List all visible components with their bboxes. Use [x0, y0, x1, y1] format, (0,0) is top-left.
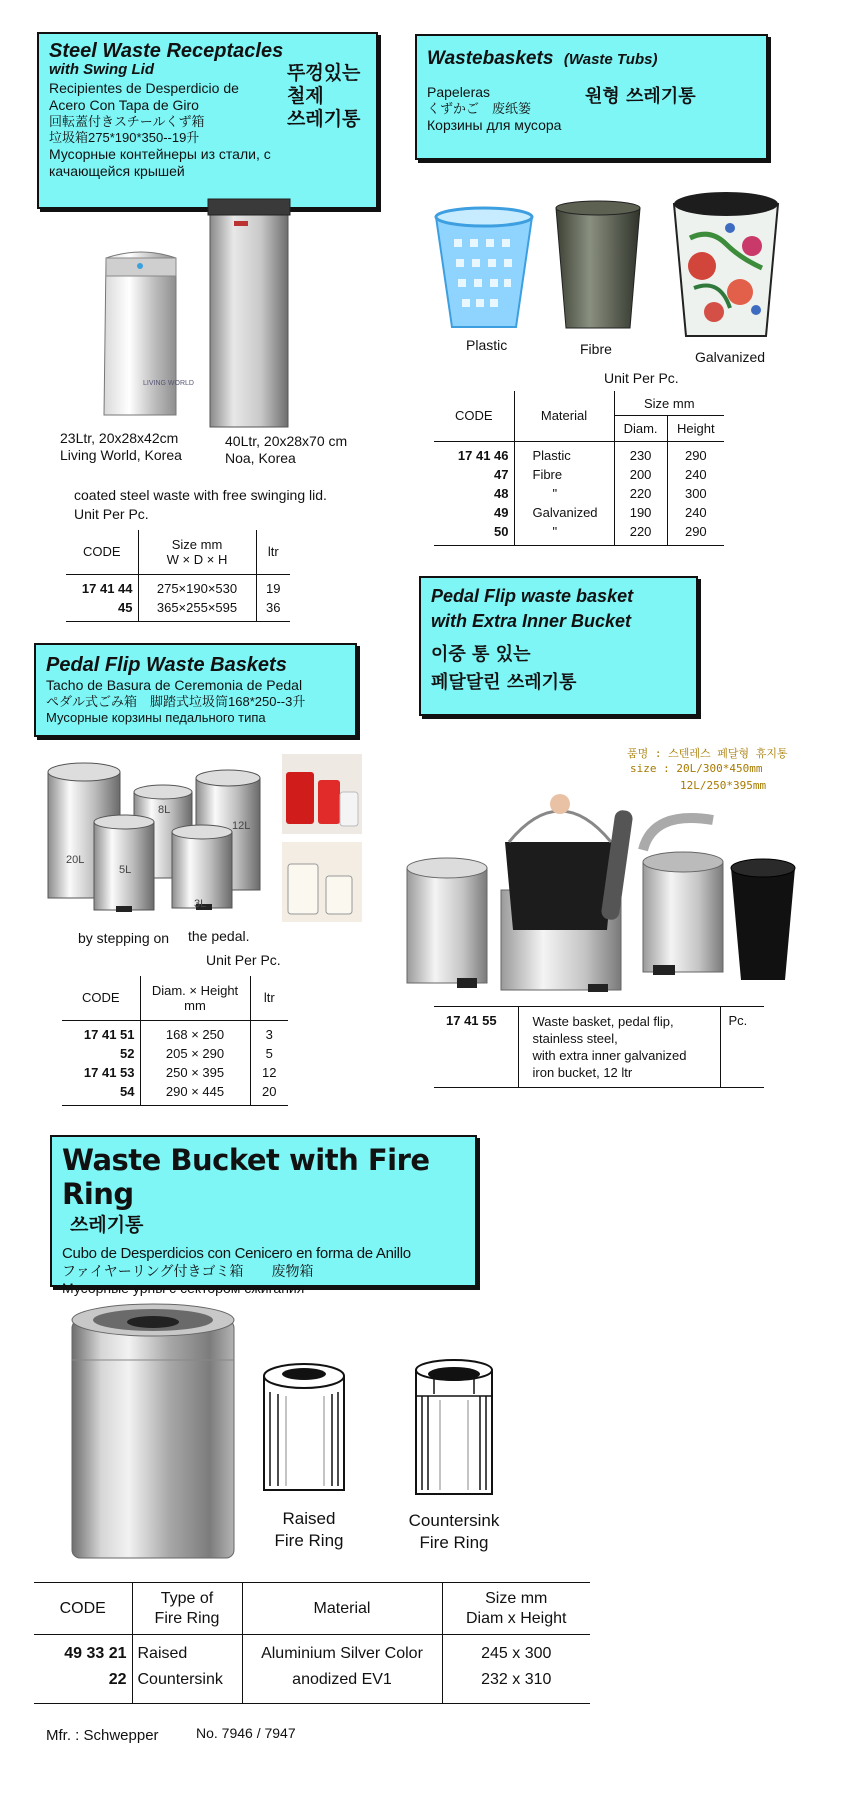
steel-ltr-1: 19 [256, 574, 290, 598]
pedal-code-3: 17 41 53 [83, 1064, 135, 1080]
waste-material-1: Plastic [514, 441, 614, 465]
pedal-code-1: 17 41 51 [83, 1026, 135, 1042]
waste-th-diam: Diam. [614, 416, 667, 441]
waste-diam-3: 220 [614, 484, 667, 503]
wastebaskets-unit: Unit Per Pc. [604, 370, 679, 386]
inner-spec-size-1: size : 20L/300*450mm [630, 762, 763, 775]
inner-korean-1: 이중 통 있는 [431, 644, 531, 665]
wastebaskets-korean: 원형 쓰레기통 [585, 86, 696, 107]
steel-chinese: 垃圾箱275*190*350--19升 [49, 130, 200, 145]
steel-img1-caption: 23Ltr, 20x28x42cm Living World, Korea [60, 430, 182, 463]
pedal-th-ltr: ltr [250, 976, 288, 1020]
steel-spec-table [66, 530, 290, 622]
waste-material-2: Fibre [514, 465, 614, 484]
fire-ring-header-box [50, 1135, 477, 1296]
steel-russian: Мусорные контейнеры из стали, с качающейся крышей [49, 146, 271, 179]
inner-spec-name: 품명 : 스텐레스 페달형 휴지통 [627, 747, 788, 760]
steel-title: Steel Waste Receptacles [49, 40, 284, 62]
waste-material-4: Galvanized [514, 503, 614, 522]
fire-ring-spec-table [34, 1582, 590, 1705]
inner-bucket-product-image [403, 790, 808, 998]
wastebaskets-spanish: Papeleras [427, 84, 491, 100]
fire-type-1: Raised [137, 1645, 188, 1662]
wastebaskets-title: Wastebaskets [427, 48, 554, 69]
galvanized-basket-image [670, 188, 782, 340]
pedal-ltr-3: 12 [250, 1063, 288, 1082]
bin-label-3l: 3L [194, 898, 207, 910]
countersink-caption: Countersink Fire Ring [408, 1511, 500, 1552]
waste-diam-2: 200 [614, 465, 667, 484]
fire-korean: 쓰레기통 [70, 1214, 144, 1236]
pedal-russian: Мусорные корзины педального типа [46, 710, 266, 725]
pedal-unit: Unit Per Pc. [206, 952, 281, 968]
bin-label-12l: 12L [232, 820, 251, 832]
pedal-th-size: Diam. × Height mm [140, 976, 250, 1020]
inner-korean-2: 페달달린 쓰레기통 [431, 672, 577, 693]
waste-code-2: 47 [494, 466, 509, 482]
fire-th-size: Size mm Diam x Height [442, 1583, 590, 1635]
model-number: No. 7946 / 7947 [196, 1725, 296, 1741]
fire-th-material: Material [242, 1583, 442, 1635]
inner-bucket-header-box [419, 576, 698, 716]
waste-diam-4: 190 [614, 503, 667, 522]
inner-unit: Pc. [720, 1007, 764, 1088]
fibre-caption: Fibre [580, 341, 612, 357]
pedal-code-2: 52 [120, 1045, 135, 1061]
raised-caption: Raised Fire Ring [274, 1509, 344, 1550]
fire-codes [34, 1635, 132, 1704]
steel-spanish: Recipientes de Desperdicio de Acero Con Tapa de Giro [49, 80, 239, 113]
wastebaskets-spec-table [434, 391, 724, 546]
fire-russian: Мусорные урны с сектором сжигания [62, 1280, 305, 1296]
pedal-size-1: 168 × 250 [140, 1020, 250, 1044]
pedal-th-code: CODE [81, 990, 120, 1006]
inner-title-1: Pedal Flip waste basket [431, 586, 634, 606]
plastic-caption: Plastic [466, 337, 508, 353]
fire-size-2: 232 x 310 [481, 1671, 552, 1688]
wastebaskets-subtitle: (Waste Tubs) [563, 51, 658, 68]
fire-types [132, 1635, 242, 1704]
waste-code-5: 50 [494, 523, 509, 539]
fire-title: Waste Bucket with Fire Ring [62, 1143, 430, 1211]
pedal-code-4: 54 [120, 1083, 135, 1099]
countersink-fire-ring-drawing [414, 1360, 494, 1498]
waste-code-4: 49 [494, 504, 509, 520]
fire-code-2: 22 [108, 1671, 127, 1688]
steel-code-2: 45 [118, 599, 133, 615]
manufacturer: Mfr. : Schwepper [46, 1727, 159, 1744]
inner-code: 17 41 55 [446, 1013, 497, 1028]
waste-height-3: 300 [667, 484, 724, 503]
pedal-japanese: ペダル式ごみ箱 脚踏式垃圾筒168*250--3升 [46, 694, 306, 709]
steel-code-1: 17 41 44 [81, 580, 133, 596]
pedal-size-3: 250 × 395 [140, 1063, 250, 1082]
pedal-spec-table [62, 976, 288, 1106]
waste-height-4: 240 [667, 503, 724, 522]
inner-title-2: with Extra Inner Bucket [431, 611, 632, 631]
waste-th-code: CODE [454, 408, 493, 424]
waste-height-5: 290 [667, 522, 724, 546]
steel-img2-caption: 40Ltr, 20x28x70 cm Noa, Korea [225, 433, 348, 466]
inner-bucket-table [434, 1006, 764, 1089]
steel-description: coated steel waste with free swinging lid. [74, 487, 327, 503]
bin-label-8l: 8L [158, 804, 171, 816]
pedal-title: Pedal Flip Waste Baskets [46, 654, 287, 676]
fire-japanese: ファイヤーリング付きゴミ箱 废物箱 [62, 1263, 314, 1279]
wastebaskets-japanese: くずかご 废纸篓 [427, 101, 532, 116]
fire-type-2: Countersink [137, 1671, 223, 1688]
cream-pedal-bins-image [282, 842, 362, 922]
pedal-size-2: 205 × 290 [140, 1044, 250, 1063]
waste-height-1: 290 [667, 441, 724, 465]
fire-sizes [442, 1635, 590, 1704]
waste-material-5: " [514, 522, 614, 546]
pedal-header-box [34, 643, 357, 737]
fire-material: Aluminium Silver Color anodized EV1 [242, 1635, 442, 1704]
pedal-desc-left: by stepping on [78, 930, 170, 946]
pedal-desc-right: the pedal. [188, 928, 250, 944]
plastic-basket-image [432, 205, 536, 333]
steel-bin-40l-image [204, 197, 292, 429]
steel-header-box [37, 32, 378, 209]
raised-fire-ring-drawing [262, 1362, 346, 1494]
steel-th-code: CODE [82, 544, 121, 560]
waste-height-2: 240 [667, 465, 724, 484]
steel-th-ltr: ltr [256, 530, 290, 574]
pedal-ltr-2: 5 [250, 1044, 288, 1063]
steel-th-size: Size mm W × D × H [138, 530, 256, 574]
red-pedal-bins-image [282, 754, 362, 834]
waste-th-material: Material [514, 391, 614, 441]
steel-bin-23l-image [96, 250, 186, 420]
steel-subtitle: with Swing Lid [49, 61, 154, 78]
pedal-ltr-1: 3 [250, 1020, 288, 1044]
waste-diam-1: 230 [614, 441, 667, 465]
waste-code-3: 48 [494, 485, 509, 501]
fire-ring-bin-photo [68, 1300, 238, 1562]
pedal-ltr-4: 20 [250, 1082, 288, 1106]
pedal-bins-image [46, 760, 280, 916]
waste-th-height: Height [667, 416, 724, 441]
fire-th-code: CODE [59, 1599, 106, 1617]
fire-code-1: 49 33 21 [64, 1645, 127, 1662]
living-world-logo: LIVING WORLD [143, 380, 194, 387]
bin-label-20l: 20L [66, 854, 85, 866]
fire-th-type: Type of Fire Ring [132, 1583, 242, 1635]
steel-size-2: 365×255×595 [138, 598, 256, 622]
inner-spec-size-2: 12L/250*395mm [680, 779, 767, 792]
waste-th-size: Size mm [614, 391, 724, 416]
waste-code-1: 17 41 46 [457, 447, 509, 463]
fire-size-1: 245 x 300 [481, 1645, 552, 1662]
steel-japanese: 回転蓋付きスチールくず箱 [49, 114, 205, 129]
pedal-size-4: 290 × 445 [140, 1082, 250, 1106]
fibre-basket-image [552, 198, 644, 332]
wastebaskets-header-box [415, 34, 768, 160]
bin-label-5l: 5L [119, 864, 132, 876]
steel-korean: 뚜껑있는 철제 쓰레기통 [287, 62, 361, 130]
pedal-spanish: Tacho de Basura de Ceremonia de Pedal [46, 677, 303, 693]
inner-description: Waste basket, pedal flip, stainless steel, with extra inner galvanized iron bucket, 12 ltr [518, 1007, 720, 1088]
waste-material-3: " [514, 484, 614, 503]
waste-diam-5: 220 [614, 522, 667, 546]
steel-ltr-2: 36 [256, 598, 290, 622]
galvanized-caption: Galvanized [695, 349, 766, 365]
fire-spanish: Cubo de Desperdicios con Cenicero en forma de Anillo [62, 1245, 411, 1262]
wastebaskets-russian: Корзины для мусора [427, 117, 562, 133]
steel-unit: Unit Per Pc. [74, 506, 149, 522]
steel-size-1: 275×190×530 [138, 574, 256, 598]
